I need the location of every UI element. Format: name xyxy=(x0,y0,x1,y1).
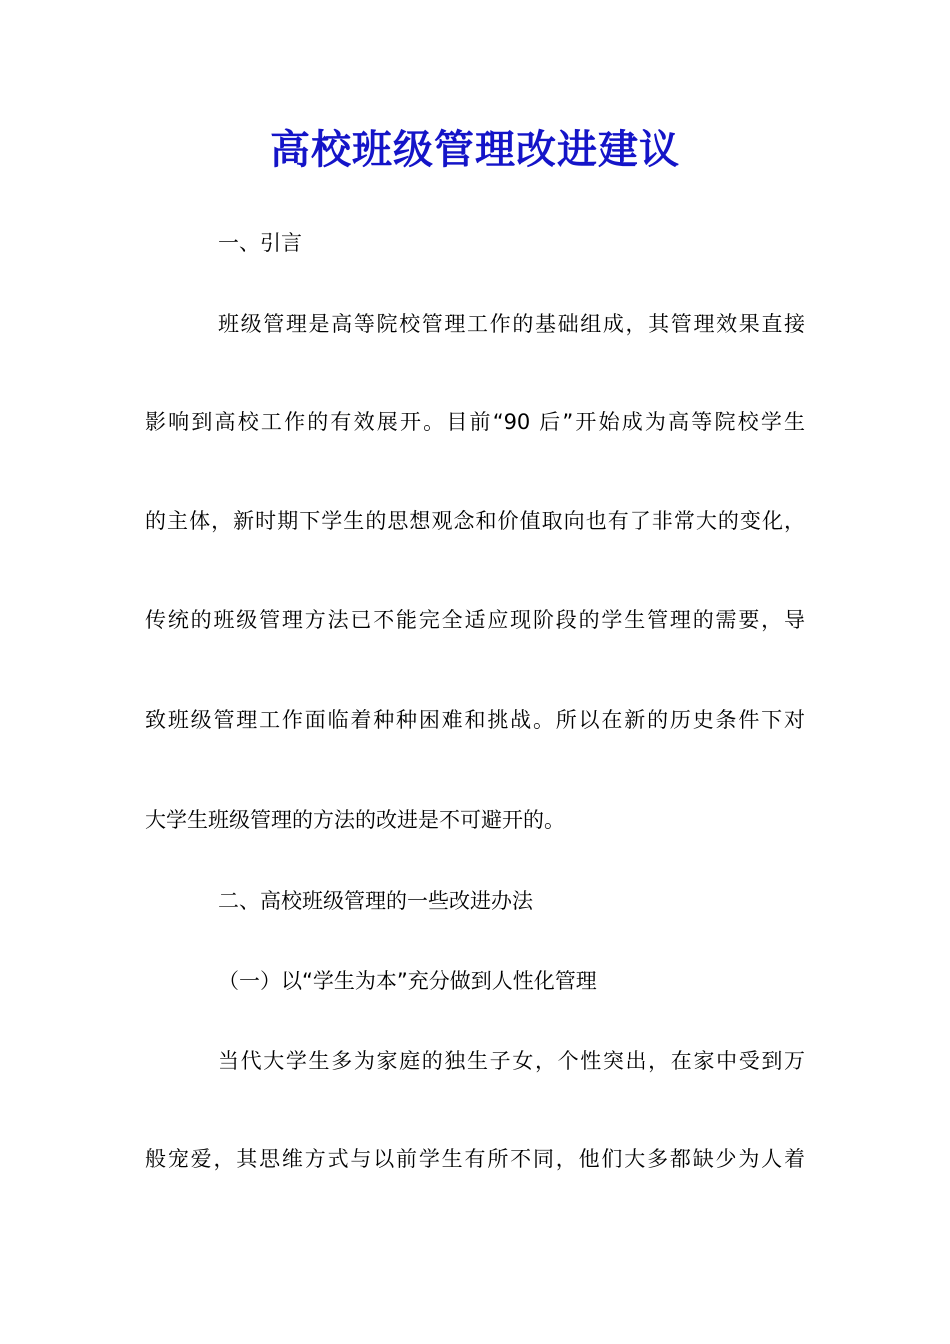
document-title: 高校班级管理改进建议 xyxy=(270,126,680,173)
paragraph-line: 传统的班级管理方法已不能完全适应现阶段的学生管理的需要，导 xyxy=(145,608,805,632)
paragraph-line: 的主体，新时期下学生的思想观念和价值取向也有了非常大的变化， xyxy=(145,509,805,533)
paragraph-line: 致班级管理工作面临着种种困难和挑战。所以在新的历史条件下对 xyxy=(145,708,805,732)
paragraph-line: 大学生班级管理的方法的改进是不可避开的。 xyxy=(145,808,565,832)
paragraph-line: 班级管理是高等院校管理工作的基础组成，其管理效果直接 xyxy=(218,312,805,336)
section-heading-improvements: 二、高校班级管理的一些改进办法 xyxy=(218,889,533,913)
subsection-heading: （一）以“学生为本”充分做到人性化管理 xyxy=(218,969,597,993)
section-heading-introduction: 一、引言 xyxy=(218,231,302,255)
paragraph-line: 当代大学生多为家庭的独生子女，个性突出，在家中受到万 xyxy=(218,1049,805,1073)
paragraph-line: 影响到高校工作的有效展开。目前“90 后”开始成为高等院校学生 xyxy=(145,410,805,434)
paragraph-line: 般宠爱，其思维方式与以前学生有所不同，他们大多都缺少为人着 xyxy=(145,1147,805,1171)
